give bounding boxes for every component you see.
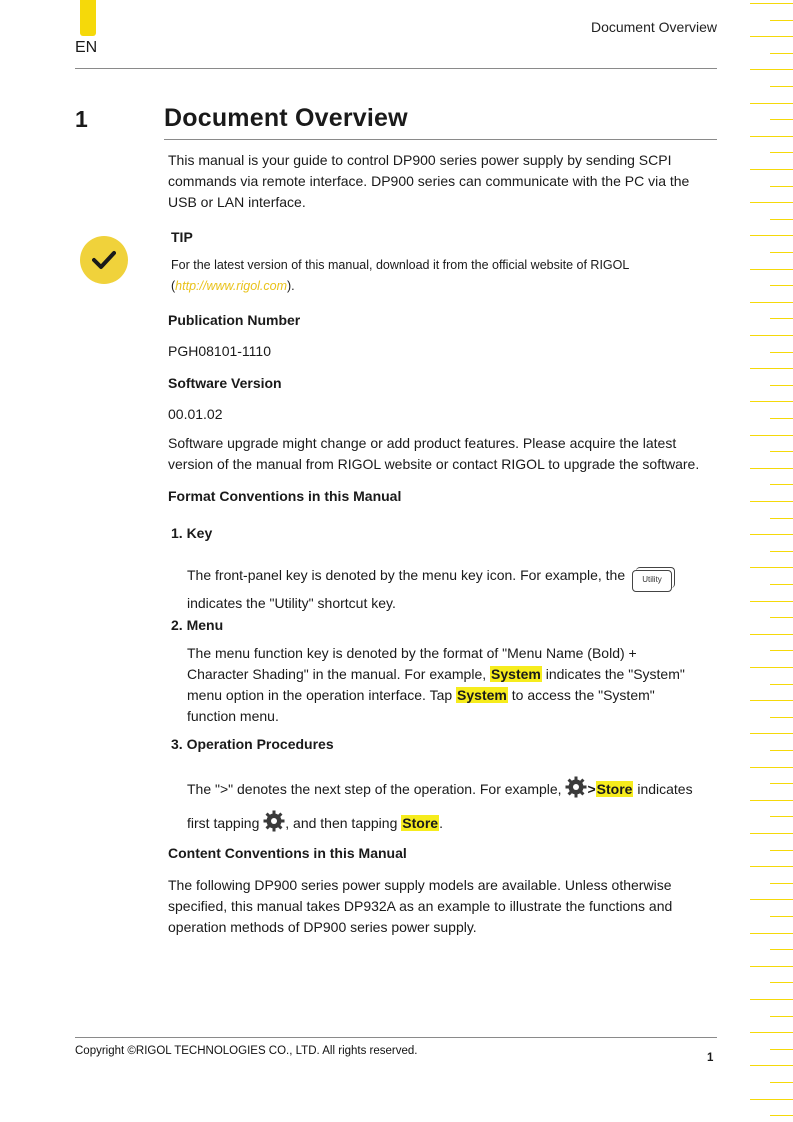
store-menu-highlight: Store <box>402 815 439 831</box>
ruler-tick <box>770 816 793 817</box>
ruler-tick <box>750 1032 793 1033</box>
ruler-tick <box>750 1065 793 1066</box>
header-divider <box>75 68 717 69</box>
ruler-tick <box>750 302 793 303</box>
ruler-tick <box>750 534 793 535</box>
ruler-tick <box>750 833 793 834</box>
margin-ruler-decoration <box>750 0 793 1122</box>
ruler-tick <box>750 103 793 104</box>
chapter-title: Document Overview <box>164 104 408 132</box>
gear-icon <box>565 776 587 798</box>
ruler-tick <box>750 1099 793 1100</box>
ruler-tick <box>750 567 793 568</box>
ruler-tick <box>750 202 793 203</box>
ruler-tick <box>770 617 793 618</box>
ruler-tick <box>750 899 793 900</box>
ruler-tick <box>770 1049 793 1050</box>
ruler-tick <box>750 468 793 469</box>
ruler-tick <box>770 783 793 784</box>
operation-description: The ">" denotes the next step of the operation. For example, >Store indicates first tapping , and then tapping Store. <box>187 772 717 840</box>
ruler-tick <box>750 866 793 867</box>
key-heading: 1. Key <box>171 525 213 541</box>
ruler-tick <box>770 152 793 153</box>
ruler-tick <box>750 700 793 701</box>
ruler-tick <box>750 136 793 137</box>
ruler-tick <box>770 551 793 552</box>
tip-badge <box>80 236 128 284</box>
ruler-tick <box>770 916 793 917</box>
ruler-tick <box>750 435 793 436</box>
ruler-tick <box>770 86 793 87</box>
format-conventions-heading: Format Conventions in this Manual <box>168 488 402 504</box>
running-header: Document Overview <box>590 19 717 35</box>
ruler-tick <box>770 451 793 452</box>
intro-paragraph: This manual is your guide to control DP900 series power supply by sending SCPI commands via remote interface. DP900 series can communicate with the PC via the USB or LAN interface. <box>168 152 690 210</box>
ruler-tick <box>770 53 793 54</box>
ruler-tick <box>770 949 793 950</box>
language-label: EN <box>75 39 98 56</box>
system-menu-highlight: System <box>457 687 507 703</box>
ruler-tick <box>770 1016 793 1017</box>
ruler-tick <box>750 601 793 602</box>
check-icon <box>92 249 116 271</box>
software-note: Software upgrade might change or add product features. Please acquire the latest version of the manual from RIGOL website or contact RIGOL to upgrade the software. <box>168 435 700 472</box>
ruler-tick <box>750 733 793 734</box>
ruler-tick <box>770 385 793 386</box>
ruler-tick <box>750 3 793 4</box>
ruler-tick <box>750 966 793 967</box>
ruler-tick <box>770 418 793 419</box>
content-conventions-text: The following DP900 series power supply models are available. Unless otherwise specified, this manual takes DP932A as an example to illustrate the functions and operation methods of DP900 series power supply. <box>168 877 673 935</box>
tip-text: For the latest version of this manual, download it from the official website of RIGOL (http://www.rigol.com). <box>171 258 629 293</box>
title-divider <box>164 139 717 140</box>
ruler-tick <box>750 235 793 236</box>
ruler-tick <box>770 1115 793 1116</box>
ruler-tick <box>750 335 793 336</box>
ruler-tick <box>770 352 793 353</box>
ruler-tick <box>770 584 793 585</box>
ruler-tick <box>770 119 793 120</box>
publication-heading: Publication Number <box>168 312 301 328</box>
ruler-tick <box>770 318 793 319</box>
menu-heading: 2. Menu <box>171 617 224 633</box>
key-description: The front-panel key is denoted by the menu key icon. For example, the Utility indicates the "Utility" shortcut key. <box>187 564 712 614</box>
operation-heading: 3. Operation Procedures <box>171 736 334 752</box>
ruler-tick <box>770 518 793 519</box>
page-number: 1 <box>707 1052 714 1064</box>
ruler-tick <box>750 169 793 170</box>
footer-divider <box>75 1037 717 1038</box>
gear-icon <box>263 810 285 832</box>
ruler-tick <box>750 933 793 934</box>
ruler-tick <box>750 999 793 1000</box>
ruler-tick <box>770 285 793 286</box>
ruler-tick <box>750 667 793 668</box>
copyright-notice: Copyright ©RIGOL TECHNOLOGIES CO., LTD. All rights reserved. <box>75 1045 418 1057</box>
ruler-tick <box>750 69 793 70</box>
utility-key-icon: Utility <box>632 570 672 592</box>
ruler-tick <box>770 20 793 21</box>
ruler-tick <box>750 634 793 635</box>
ruler-tick <box>750 368 793 369</box>
ruler-tick <box>750 767 793 768</box>
ruler-tick <box>770 717 793 718</box>
ruler-tick <box>770 219 793 220</box>
ruler-tick <box>770 252 793 253</box>
language-tab-marker <box>80 0 96 36</box>
ruler-tick <box>770 484 793 485</box>
tip-label: TIP <box>171 229 193 245</box>
content-conventions-heading: Content Conventions in this Manual <box>168 845 407 861</box>
ruler-tick <box>750 36 793 37</box>
ruler-tick <box>750 800 793 801</box>
ruler-tick <box>770 1082 793 1083</box>
ruler-tick <box>770 982 793 983</box>
publication-number: PGH08101-1110 <box>168 343 271 359</box>
ruler-tick <box>770 750 793 751</box>
software-heading: Software Version <box>168 375 282 391</box>
store-menu-highlight: Store <box>596 781 633 797</box>
ruler-tick <box>770 883 793 884</box>
system-menu-highlight: System <box>491 666 541 682</box>
chapter-number: 1 <box>75 106 88 132</box>
ruler-tick <box>770 650 793 651</box>
ruler-tick <box>750 269 793 270</box>
ruler-tick <box>750 501 793 502</box>
ruler-tick <box>770 684 793 685</box>
ruler-tick <box>770 850 793 851</box>
ruler-tick <box>750 401 793 402</box>
menu-description: The menu function key is denoted by the format of "Menu Name (Bold) + Character Shading" in the manual. For example, System indicates the "System" menu option in the operation interface. Tap System to access the "System" function menu. <box>187 645 685 724</box>
rigol-website-link[interactable]: http://www.rigol.com <box>175 279 288 293</box>
ruler-tick <box>770 186 793 187</box>
software-version: 00.01.02 <box>168 406 223 422</box>
